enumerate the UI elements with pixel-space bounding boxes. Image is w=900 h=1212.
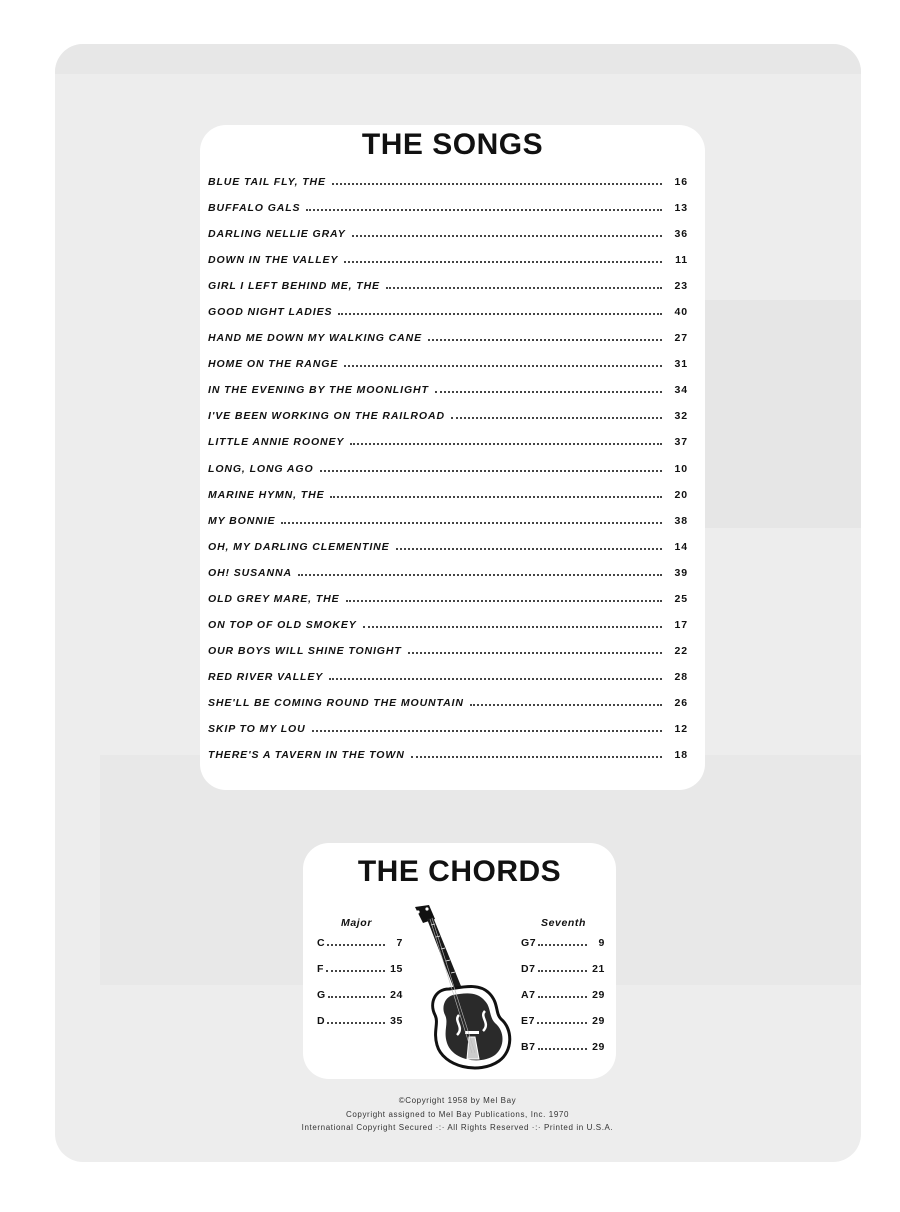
dot-leader: [386, 279, 662, 289]
song-title: MARINE HYMN, THE: [208, 488, 325, 501]
copyright-assigned-line: Copyright assigned to Mel Bay Publications, Inc. 1970: [345, 1109, 570, 1119]
chord-row: [521, 1015, 605, 1041]
chord-row: [521, 937, 605, 963]
chord-page-number: 35: [390, 1015, 403, 1027]
song-page-number: 20: [674, 488, 688, 501]
songs-panel: [200, 125, 705, 790]
chord-name: A7: [521, 989, 536, 1001]
song-page-number: 32: [674, 410, 688, 423]
song-page-number: 23: [674, 280, 688, 293]
dot-leader: [538, 1041, 587, 1050]
songs-title: THE SONGS: [361, 128, 544, 161]
dot-leader: [538, 937, 587, 946]
song-page-number: 31: [674, 358, 688, 371]
dot-leader: [538, 989, 587, 998]
song-row: [208, 383, 688, 409]
chord-name: B7: [521, 1041, 536, 1053]
rights-line: International Copyright Secured ·:· All Rights Reserved ·:· Printed in U.S.A.: [301, 1123, 614, 1132]
song-title: SHE'LL BE COMING ROUND THE MOUNTAIN: [208, 696, 464, 709]
dot-leader: [352, 227, 662, 237]
song-title: GOOD NIGHT LADIES: [208, 306, 333, 319]
song-page-number: 38: [674, 514, 688, 527]
song-row: [208, 175, 688, 201]
song-row: [208, 488, 688, 514]
page-top-shade: [55, 44, 861, 74]
dot-leader: [428, 331, 662, 341]
chord-row: [317, 963, 403, 989]
chord-page-number: 29: [592, 1015, 605, 1027]
song-row: [208, 227, 688, 253]
chord-page-number: 29: [592, 989, 605, 1001]
song-title: I'VE BEEN WORKING ON THE RAILROAD: [208, 410, 445, 423]
chord-row: [521, 1041, 605, 1067]
dot-leader: [332, 175, 662, 185]
chord-row: [521, 963, 605, 989]
song-page-number: 39: [674, 566, 688, 579]
song-row: [208, 644, 688, 670]
song-page-number: 18: [674, 749, 688, 762]
song-row: [208, 566, 688, 592]
song-title: SKIP TO MY LOU: [208, 722, 306, 735]
song-page-number: 40: [674, 306, 688, 319]
song-title: LONG, LONG AGO: [208, 462, 314, 475]
song-page-number: 25: [674, 592, 688, 605]
major-heading: Major: [341, 917, 373, 929]
chord-name: C: [317, 937, 326, 949]
song-title: IN THE EVENING BY THE MOONLIGHT: [208, 384, 429, 397]
song-page-number: 36: [674, 228, 688, 241]
dot-leader: [537, 1015, 587, 1024]
song-list: [208, 175, 688, 774]
song-row: [208, 409, 688, 435]
dot-leader: [306, 201, 662, 211]
song-title: GIRL I LEFT BEHIND ME, THE: [208, 280, 380, 293]
song-title: LITTLE ANNIE ROONEY: [208, 436, 345, 449]
dot-leader: [312, 722, 662, 732]
song-title: DOWN IN THE VALLEY: [208, 254, 339, 267]
chords-title: THE CHORDS: [357, 855, 562, 888]
chord-name: G: [317, 989, 326, 1001]
song-title: BUFFALO GALS: [208, 202, 301, 215]
dot-leader: [320, 462, 662, 472]
dot-leader: [538, 963, 587, 972]
song-title: OH, MY DARLING CLEMENTINE: [208, 540, 390, 553]
song-page-number: 11: [675, 254, 688, 267]
dot-leader: [330, 488, 662, 498]
major-chords: [317, 917, 403, 1041]
dot-leader: [344, 253, 662, 263]
song-row: [208, 305, 688, 331]
song-row: [208, 670, 688, 696]
dot-leader: [326, 963, 385, 972]
song-row: [208, 748, 688, 774]
chords-panel: [303, 843, 616, 1079]
chord-page-number: 9: [598, 937, 605, 949]
song-row: [208, 279, 688, 305]
chord-page-number: 21: [592, 963, 605, 975]
dot-leader: [338, 305, 662, 315]
seventh-heading: Seventh: [541, 917, 587, 929]
song-page-number: 10: [674, 462, 688, 475]
song-title: OUR BOYS WILL SHINE TONIGHT: [208, 644, 402, 657]
copyright-footer: [200, 1094, 715, 1135]
chord-row: [317, 937, 403, 963]
chord-name: G7: [521, 937, 537, 949]
dot-leader: [298, 566, 662, 576]
song-page-number: 28: [674, 670, 688, 683]
dot-leader: [363, 618, 662, 628]
copyright-line: ©Copyright 1958 by Mel Bay: [398, 1096, 517, 1105]
song-title: DARLING NELLIE GRAY: [208, 228, 346, 241]
chord-row: [317, 989, 403, 1015]
dot-leader: [411, 748, 662, 758]
chord-row: [521, 989, 605, 1015]
song-page-number: 26: [674, 696, 688, 709]
song-page-number: 22: [674, 644, 688, 657]
song-title: MY BONNIE: [208, 514, 276, 527]
song-title: BLUE TAIL FLY, THE: [208, 176, 326, 188]
chord-row: [317, 1015, 403, 1041]
dot-leader: [329, 670, 662, 680]
song-title: OLD GREY MARE, THE: [208, 592, 340, 605]
chord-page-number: 24: [390, 989, 403, 1001]
guitar-icon: [409, 903, 515, 1075]
song-page-number: 12: [674, 722, 688, 735]
chord-name: D7: [521, 963, 536, 975]
song-row: [208, 592, 688, 618]
chord-name: D: [317, 1015, 326, 1027]
chord-name: F: [317, 963, 325, 975]
song-page-number: 16: [674, 176, 688, 188]
seventh-chords: [521, 917, 605, 1067]
song-row: [208, 514, 688, 540]
song-row: [208, 462, 688, 488]
dot-leader: [281, 514, 662, 524]
song-title: ON TOP OF OLD SMOKEY: [208, 618, 357, 631]
song-row: [208, 540, 688, 566]
song-title: HOME ON THE RANGE: [208, 358, 339, 371]
song-page-number: 34: [674, 384, 688, 397]
dot-leader: [350, 435, 662, 445]
song-page-number: 17: [674, 618, 688, 631]
dot-leader: [396, 540, 662, 550]
dot-leader: [470, 696, 662, 706]
dot-leader: [327, 1015, 385, 1024]
chord-page-number: 29: [592, 1041, 605, 1053]
song-page-number: 14: [674, 540, 688, 553]
song-page-number: 27: [674, 332, 688, 345]
song-row: [208, 201, 688, 227]
chord-page-number: 15: [390, 963, 403, 975]
song-title: OH! SUSANNA: [208, 566, 292, 579]
dot-leader: [435, 383, 662, 393]
song-title: RED RIVER VALLEY: [208, 670, 324, 683]
page-side-shade: [705, 300, 861, 528]
song-title: HAND ME DOWN MY WALKING CANE: [208, 332, 422, 345]
song-row: [208, 722, 688, 748]
dot-leader: [408, 644, 662, 654]
dot-leader: [346, 592, 662, 602]
song-row: [208, 435, 688, 461]
song-title: THERE'S A TAVERN IN THE TOWN: [208, 749, 405, 762]
song-row: [208, 357, 688, 383]
chord-name: E7: [521, 1015, 536, 1027]
song-row: [208, 253, 688, 279]
chord-page-number: 7: [396, 937, 403, 949]
song-row: [208, 696, 688, 722]
dot-leader: [451, 409, 662, 419]
song-page-number: 13: [674, 202, 688, 215]
song-page-number: 37: [674, 436, 688, 449]
song-row: [208, 331, 688, 357]
dot-leader: [328, 989, 385, 998]
dot-leader: [344, 357, 662, 367]
song-row: [208, 618, 688, 644]
dot-leader: [327, 937, 385, 946]
